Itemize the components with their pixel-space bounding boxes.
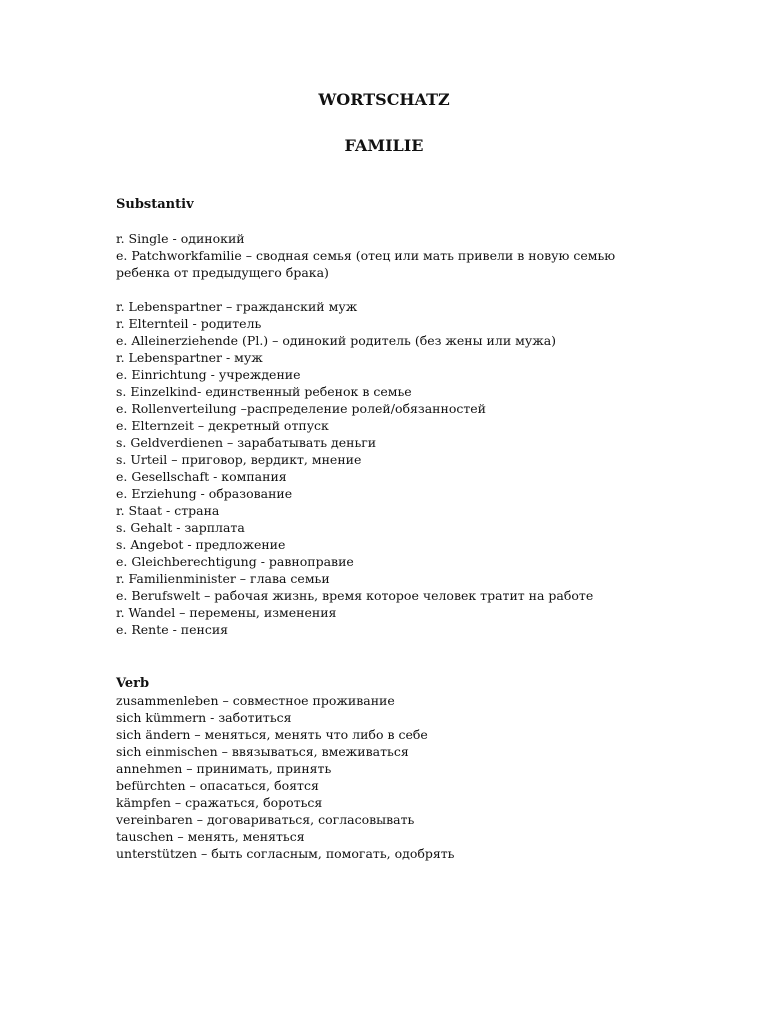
vocab-line: vereinbaren – договариваться, согласовывать — [116, 812, 415, 827]
vocab-line: sich einmischen – ввязываться, вмеживаться — [116, 744, 409, 759]
vocab-line: r. Familienminister – глава семьи — [116, 571, 330, 586]
vocab-line: befürchten – опасаться, боятся — [116, 778, 319, 793]
vocab-line: tauschen – менять, меняться — [116, 829, 305, 844]
verb-section — [116, 675, 716, 862]
spacer — [116, 213, 716, 230]
vocab-line: e. Patchworkfamilie – сводная семья (отец или мать привели в новую семью — [116, 248, 616, 263]
vocab-line: zusammenleben – совместное проживание — [116, 693, 395, 708]
vocab-line: s. Einzelkind- единственный ребенок в семье — [116, 384, 412, 399]
vocab-line: r. Single - одинокий — [116, 231, 245, 246]
vocab-line: r. Lebenspartner – гражданский муж — [116, 299, 358, 314]
vocab-line: s. Geldverdienen – зарабатывать деньги — [116, 435, 377, 450]
document-subtitle: FAMILIE — [344, 136, 424, 155]
vocab-line: sich kümmern - заботиться — [116, 710, 292, 725]
vocab-line: ребенка от предыдущего брака) — [116, 265, 329, 280]
vocab-line: e. Alleinerziehende (Pl.) – одинокий родитель (без жены или мужа) — [116, 333, 557, 348]
vocab-line: r. Staat - страна — [116, 503, 220, 518]
vocab-line: e. Gleichberechtigung - равноправие — [116, 554, 354, 569]
vocab-line: r. Lebenspartner - муж — [116, 350, 263, 365]
document-title: WORTSCHATZ — [318, 90, 450, 109]
vocab-line: r. Elternteil - родитель — [116, 316, 262, 331]
vocab-line: kämpfen – сражаться, бороться — [116, 795, 323, 810]
vocab-line: sich ändern – меняться, менять что либо в себе — [116, 727, 428, 742]
vocab-line: unterstützen – быть согласным, помогать, одобрять — [116, 846, 455, 861]
vocab-line: e. Rollenverteilung –распределение ролей/обязанностей — [116, 401, 487, 416]
vocab-line: r. Wandel – перемены, изменения — [116, 605, 337, 620]
vocab-line: e. Berufswelt – рабочая жизнь, время которое человек тратит на работе — [116, 588, 594, 603]
substantiv-section — [116, 196, 716, 638]
vocab-line: e. Erziehung - образование — [116, 486, 293, 501]
substantiv-heading: Substantiv — [116, 197, 194, 212]
vocab-line: e. Einrichtung - учреждение — [116, 367, 301, 382]
vocab-line: s. Angebot - предложение — [116, 537, 286, 552]
vocab-line: e. Elternzeit – декретный отпуск — [116, 418, 329, 433]
vocab-line: e. Gesellschaft - компания — [116, 469, 287, 484]
vocab-line: annehmen – принимать, принять — [116, 761, 332, 776]
spacer — [116, 281, 716, 298]
vocab-line: s. Gehalt - зарплата — [116, 520, 245, 535]
vocab-line: s. Urteil – приговор, вердикт, мнение — [116, 452, 362, 467]
verb-heading: Verb — [116, 676, 150, 691]
vocab-line: e. Rente - пенсия — [116, 622, 229, 637]
